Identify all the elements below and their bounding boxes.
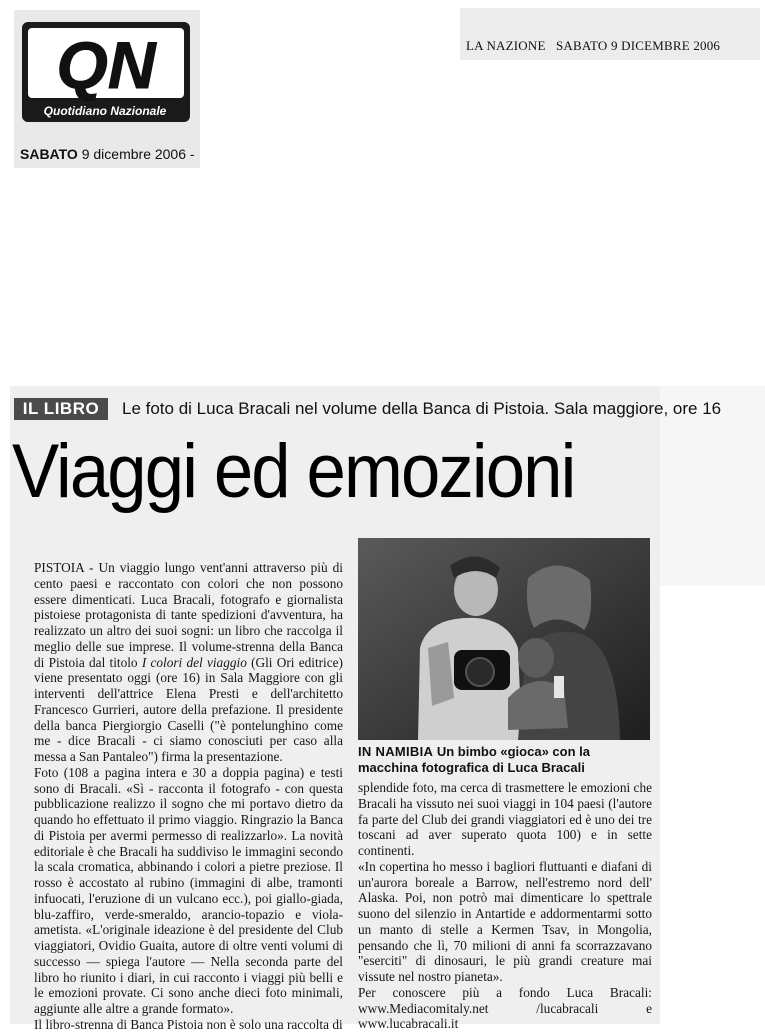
- headline: Viaggi ed emozioni: [12, 429, 575, 514]
- rubric-tag: IL LIBRO: [14, 398, 108, 420]
- caption-lead: IN NAMIBIA: [358, 744, 434, 759]
- paragraph: Il libro-strenna di Banca Pistoia non è solo una raccolta di: [34, 1016, 343, 1032]
- paragraph: [34, 560, 343, 765]
- logo-date-rest: 9 dicembre 2006 -: [81, 146, 195, 162]
- article-column-left: [34, 560, 343, 1033]
- logo-date-day: SABATO: [20, 146, 78, 162]
- article-column-right: [358, 780, 652, 1032]
- photo-namibia: [358, 538, 650, 740]
- paragraph: Per conoscere più a fondo Luca Bracali: www.Mediacomitaly.net /lucabracali e www.lucabracali.it: [358, 984, 652, 1032]
- text-run: (Gli Ori editrice) viene presentato oggi (ore 16) in Sala Maggiore con gli interventi dell'attrice Elena Presti e dell'architetto Francesco Gurrieri, autore della prefazione. Il presidente della banca Piergiorgio Caselli ("è pontelunghino come me - dice Bracali - ci siamo conosciuti per caso alla messa a San Pantaleo") firma la presentazione.: [34, 654, 343, 764]
- paragraph: splendide foto, ma cerca di trasmettere le emozioni che Bracali ha vissuto nei suoi viaggi in 104 paesi (l'autore fa parte del Club dei grandi viaggiatori ed è uno dei tre toscani ad aver superato quota 100) e in sette continenti.: [358, 780, 652, 858]
- newspaper-header: LA NAZIONE SABATO 9 DICEMBRE 2006: [466, 38, 721, 53]
- photo-caption: [358, 744, 652, 776]
- qn-logo-letters: QN: [56, 28, 156, 102]
- kicker: Le foto di Luca Bracali nel volume della Banca di Pistoia. Sala maggiore, ore 16: [122, 399, 722, 418]
- paragraph: «In copertina ho messo i bagliori fluttuanti e diafani di un'aurora boreale a Barrow, nell'estremo nord dell' Alaska. Poi, non potrò mai dimenticare lo spettrale suono del silenzio in Antartide e addormentarmi sotto un manto di stelle a Kermen Tsav, in Mongolia, pensando che lì, 70 milioni di anni fa scorrazzavano "eserciti" di dinosauri, le più grandi creature mai vissute nel nostro pianeta».: [358, 858, 652, 984]
- logo-subtitle: Quotidiano Nazionale: [43, 104, 167, 118]
- text-run: PISTOIA - Un viaggio lungo vent'anni attraverso più di cento paesi e raccontato con colori che non possono essere dimenticati. Luca Bracali, fotografo e giornalista pistoiese protagonista di tante spedizioni d'avventura, ha realizzato un altro dei suoi sogni: un libro che raccolga il meglio delle sue imprese. Il volume-strenna della Banca di Pistoia dal titolo: [34, 560, 343, 670]
- caption-text: Un bimbo «gioca» con la macchina fotografica di Luca Bracali: [358, 744, 590, 775]
- logo-date: [20, 146, 195, 162]
- paragraph: Foto (108 a pagina intera e 30 a doppia pagina) e testi sono di Bracali. «Sì - racconta il fotografo - con questa pubblicazione realizzo il sogno che mi portavo dietro da quando ho effettuato il primo viaggio. Ringrazio la Banca di Pistoia per avermi permesso di realizzarlo». La novità editoriale è che Bracali ha suddiviso le immagini secondo la scala cromatica, abbinando i colori a pietre preziose. Il rosso è accostato al rubino (immagini di albe, tramonti infuocati, l'eruzione di un vulcano ecc.), poi giallo-giada, blu-zaffiro, verde-smeraldo, arancio-topazio e viola-ametista. «L'originale ideazione è del presidente del Club viaggiatori, Ovidio Guaita, autore di oltre venti volumi di successo — spiega l'autore — Nella seconda parte del libro ho riunito i diari, in cui racconto i viaggi più belli e le emozioni provate. Ci sono anche dieci foto minimali, aggiunte alle altre a grande formato».: [34, 764, 343, 1016]
- book-title: I colori del viaggio: [141, 654, 247, 670]
